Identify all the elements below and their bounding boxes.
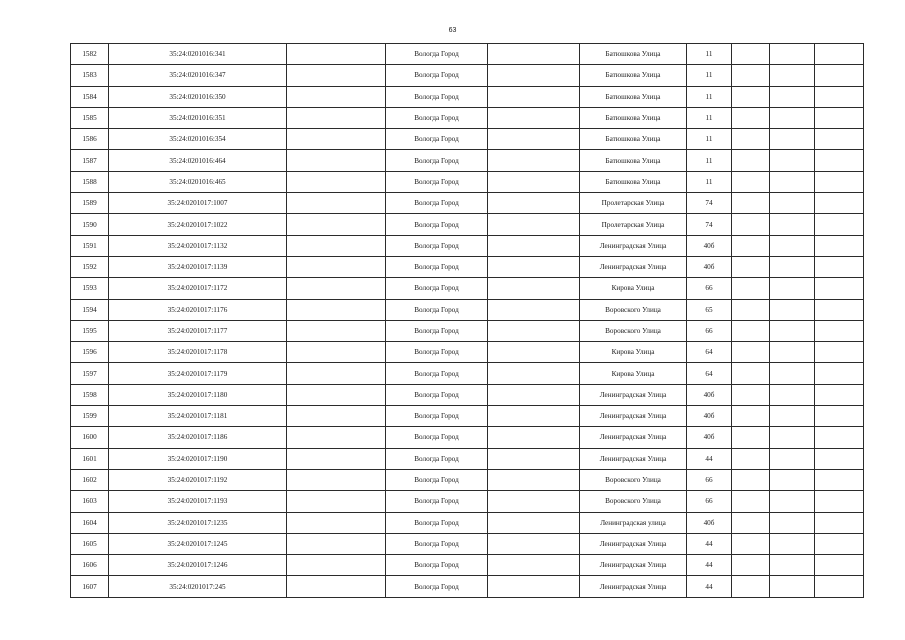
empty-cell <box>488 384 580 405</box>
row-number-cell: 1591 <box>71 235 109 256</box>
table-row <box>71 448 864 469</box>
house-number-cell: 64 <box>687 363 732 384</box>
empty-cell <box>770 235 815 256</box>
street-cell: Воровского Улица <box>580 491 687 512</box>
row-number-cell: 1603 <box>71 491 109 512</box>
cadastral-number-cell: 35:24:0201017:1179 <box>109 363 287 384</box>
empty-cell <box>770 193 815 214</box>
street-cell: Пролетарская Улица <box>580 193 687 214</box>
row-number-cell: 1589 <box>71 193 109 214</box>
empty-cell <box>488 278 580 299</box>
empty-cell <box>732 129 770 150</box>
empty-cell <box>770 107 815 128</box>
empty-cell <box>488 406 580 427</box>
street-cell: Ленинградская Улица <box>580 384 687 405</box>
street-cell: Ленинградская Улица <box>580 406 687 427</box>
empty-cell <box>770 342 815 363</box>
empty-cell <box>770 86 815 107</box>
empty-cell <box>488 107 580 128</box>
house-number-cell: 44 <box>687 555 732 576</box>
empty-cell <box>815 171 864 192</box>
table-row <box>71 150 864 171</box>
locality-cell: Вологда Город <box>386 363 488 384</box>
empty-cell <box>488 235 580 256</box>
cadastral-number-cell: 35:24:0201017:245 <box>109 576 287 597</box>
empty-cell <box>770 65 815 86</box>
table-row <box>71 278 864 299</box>
empty-cell <box>732 533 770 554</box>
empty-cell <box>488 129 580 150</box>
street-cell: Батюшкова Улица <box>580 171 687 192</box>
cadastral-number-cell: 35:24:0201017:1178 <box>109 342 287 363</box>
empty-cell <box>488 256 580 277</box>
empty-cell <box>488 299 580 320</box>
empty-cell <box>488 44 580 65</box>
empty-cell <box>770 44 815 65</box>
cadastral-number-cell: 35:24:0201017:1172 <box>109 278 287 299</box>
row-number-cell: 1592 <box>71 256 109 277</box>
locality-cell: Вологда Город <box>386 193 488 214</box>
table-row <box>71 256 864 277</box>
page-number: 63 <box>448 27 457 34</box>
table-row <box>71 469 864 490</box>
empty-cell <box>287 406 386 427</box>
table-row <box>71 299 864 320</box>
empty-cell <box>287 576 386 597</box>
empty-cell <box>287 448 386 469</box>
table-row <box>71 193 864 214</box>
street-cell: Ленинградская Улица <box>580 448 687 469</box>
row-number-cell: 1583 <box>71 65 109 86</box>
empty-cell <box>732 491 770 512</box>
house-number-cell: 11 <box>687 107 732 128</box>
table-row <box>71 129 864 150</box>
empty-cell <box>287 235 386 256</box>
cadastral-number-cell: 35:24:0201016:350 <box>109 86 287 107</box>
house-number-cell: 40б <box>687 406 732 427</box>
table-row <box>71 491 864 512</box>
locality-cell: Вологда Город <box>386 427 488 448</box>
empty-cell <box>732 278 770 299</box>
empty-cell <box>287 86 386 107</box>
empty-cell <box>488 214 580 235</box>
table-row <box>71 320 864 341</box>
empty-cell <box>815 299 864 320</box>
empty-cell <box>815 150 864 171</box>
table-row <box>71 512 864 533</box>
empty-cell <box>815 107 864 128</box>
street-cell: Ленинградская улица <box>580 512 687 533</box>
table-row <box>71 406 864 427</box>
street-cell: Батюшкова Улица <box>580 107 687 128</box>
empty-cell <box>815 278 864 299</box>
locality-cell: Вологда Город <box>386 171 488 192</box>
empty-cell <box>732 406 770 427</box>
empty-cell <box>287 469 386 490</box>
empty-cell <box>770 129 815 150</box>
empty-cell <box>815 235 864 256</box>
table-row <box>71 214 864 235</box>
empty-cell <box>770 214 815 235</box>
empty-cell <box>732 363 770 384</box>
empty-cell <box>488 65 580 86</box>
table-body <box>71 44 864 598</box>
empty-cell <box>287 214 386 235</box>
cadastral-number-cell: 35:24:0201017:1022 <box>109 214 287 235</box>
empty-cell <box>732 320 770 341</box>
row-number-cell: 1587 <box>71 150 109 171</box>
house-number-cell: 66 <box>687 278 732 299</box>
empty-cell <box>287 512 386 533</box>
empty-cell <box>770 278 815 299</box>
street-cell: Ленинградская Улица <box>580 235 687 256</box>
cadastral-number-cell: 35:24:0201017:1192 <box>109 469 287 490</box>
house-number-cell: 11 <box>687 44 732 65</box>
empty-cell <box>732 448 770 469</box>
cadastral-number-cell: 35:24:0201016:465 <box>109 171 287 192</box>
table-row <box>71 171 864 192</box>
row-number-cell: 1590 <box>71 214 109 235</box>
house-number-cell: 66 <box>687 320 732 341</box>
empty-cell <box>488 533 580 554</box>
empty-cell <box>287 491 386 512</box>
empty-cell <box>770 512 815 533</box>
cadastral-number-cell: 35:24:0201016:354 <box>109 129 287 150</box>
empty-cell <box>488 150 580 171</box>
empty-cell <box>287 555 386 576</box>
table-row <box>71 533 864 554</box>
empty-cell <box>770 491 815 512</box>
street-cell: Воровского Улица <box>580 469 687 490</box>
empty-cell <box>732 150 770 171</box>
empty-cell <box>732 235 770 256</box>
cadastral-number-cell: 35:24:0201017:1246 <box>109 555 287 576</box>
empty-cell <box>287 342 386 363</box>
locality-cell: Вологда Город <box>386 299 488 320</box>
empty-cell <box>287 384 386 405</box>
street-cell: Ленинградская Улица <box>580 533 687 554</box>
empty-cell <box>815 427 864 448</box>
empty-cell <box>732 342 770 363</box>
row-number-cell: 1594 <box>71 299 109 320</box>
house-number-cell: 44 <box>687 448 732 469</box>
locality-cell: Вологда Город <box>386 320 488 341</box>
empty-cell <box>815 469 864 490</box>
street-cell: Батюшкова Улица <box>580 65 687 86</box>
empty-cell <box>488 555 580 576</box>
empty-cell <box>488 448 580 469</box>
house-number-cell: 40б <box>687 427 732 448</box>
locality-cell: Вологда Город <box>386 278 488 299</box>
empty-cell <box>815 576 864 597</box>
empty-cell <box>815 555 864 576</box>
house-number-cell: 11 <box>687 129 732 150</box>
empty-cell <box>287 320 386 341</box>
empty-cell <box>770 448 815 469</box>
street-cell: Батюшкова Улица <box>580 86 687 107</box>
empty-cell <box>488 171 580 192</box>
cadastral-number-cell: 35:24:0201017:1186 <box>109 427 287 448</box>
empty-cell <box>732 256 770 277</box>
house-number-cell: 66 <box>687 469 732 490</box>
empty-cell <box>732 384 770 405</box>
empty-cell <box>287 299 386 320</box>
house-number-cell: 64 <box>687 342 732 363</box>
house-number-cell: 40б <box>687 235 732 256</box>
cadastral-number-cell: 35:24:0201017:1007 <box>109 193 287 214</box>
empty-cell <box>815 491 864 512</box>
empty-cell <box>732 469 770 490</box>
row-number-cell: 1596 <box>71 342 109 363</box>
house-number-cell: 11 <box>687 171 732 192</box>
empty-cell <box>488 86 580 107</box>
empty-cell <box>488 320 580 341</box>
row-number-cell: 1601 <box>71 448 109 469</box>
locality-cell: Вологда Город <box>386 150 488 171</box>
locality-cell: Вологда Город <box>386 342 488 363</box>
row-number-cell: 1582 <box>71 44 109 65</box>
table-row <box>71 235 864 256</box>
empty-cell <box>287 363 386 384</box>
locality-cell: Вологда Город <box>386 512 488 533</box>
row-number-cell: 1607 <box>71 576 109 597</box>
empty-cell <box>732 555 770 576</box>
empty-cell <box>815 512 864 533</box>
row-number-cell: 1605 <box>71 533 109 554</box>
row-number-cell: 1600 <box>71 427 109 448</box>
row-number-cell: 1604 <box>71 512 109 533</box>
locality-cell: Вологда Город <box>386 576 488 597</box>
empty-cell <box>815 86 864 107</box>
empty-cell <box>815 256 864 277</box>
cadastral-number-cell: 35:24:0201016:351 <box>109 107 287 128</box>
street-cell: Батюшкова Улица <box>580 150 687 171</box>
house-number-cell: 66 <box>687 491 732 512</box>
table-row <box>71 384 864 405</box>
street-cell: Кирова Улица <box>580 278 687 299</box>
empty-cell <box>770 150 815 171</box>
empty-cell <box>287 256 386 277</box>
row-number-cell: 1588 <box>71 171 109 192</box>
cadastral-number-cell: 35:24:0201017:1181 <box>109 406 287 427</box>
table-row <box>71 363 864 384</box>
locality-cell: Вологда Город <box>386 86 488 107</box>
empty-cell <box>770 363 815 384</box>
empty-cell <box>770 406 815 427</box>
locality-cell: Вологда Город <box>386 406 488 427</box>
locality-cell: Вологда Город <box>386 256 488 277</box>
empty-cell <box>732 299 770 320</box>
locality-cell: Вологда Город <box>386 235 488 256</box>
table-row <box>71 427 864 448</box>
cadastral-number-cell: 35:24:0201017:1139 <box>109 256 287 277</box>
table-row <box>71 44 864 65</box>
empty-cell <box>488 427 580 448</box>
row-number-cell: 1597 <box>71 363 109 384</box>
row-number-cell: 1598 <box>71 384 109 405</box>
table-row <box>71 86 864 107</box>
empty-cell <box>732 86 770 107</box>
house-number-cell: 74 <box>687 193 732 214</box>
row-number-cell: 1595 <box>71 320 109 341</box>
row-number-cell: 1602 <box>71 469 109 490</box>
empty-cell <box>815 406 864 427</box>
street-cell: Ленинградская Улица <box>580 256 687 277</box>
empty-cell <box>287 44 386 65</box>
table-row <box>71 576 864 597</box>
empty-cell <box>488 512 580 533</box>
empty-cell <box>732 576 770 597</box>
house-number-cell: 11 <box>687 65 732 86</box>
empty-cell <box>732 427 770 448</box>
table-row <box>71 342 864 363</box>
cadastral-number-cell: 35:24:0201017:1235 <box>109 512 287 533</box>
empty-cell <box>770 576 815 597</box>
cadastral-number-cell: 35:24:0201017:1176 <box>109 299 287 320</box>
empty-cell <box>488 193 580 214</box>
empty-cell <box>815 129 864 150</box>
house-number-cell: 74 <box>687 214 732 235</box>
locality-cell: Вологда Город <box>386 44 488 65</box>
locality-cell: Вологда Город <box>386 65 488 86</box>
house-number-cell: 11 <box>687 86 732 107</box>
street-cell: Ленинградская Улица <box>580 576 687 597</box>
street-cell: Батюшкова Улица <box>580 44 687 65</box>
empty-cell <box>815 363 864 384</box>
locality-cell: Вологда Город <box>386 214 488 235</box>
cadastral-number-cell: 35:24:0201017:1193 <box>109 491 287 512</box>
registry-table <box>70 43 864 598</box>
empty-cell <box>770 171 815 192</box>
street-cell: Кирова Улица <box>580 363 687 384</box>
empty-cell <box>488 576 580 597</box>
locality-cell: Вологда Город <box>386 107 488 128</box>
cadastral-number-cell: 35:24:0201017:1132 <box>109 235 287 256</box>
empty-cell <box>287 533 386 554</box>
empty-cell <box>732 512 770 533</box>
empty-cell <box>770 256 815 277</box>
empty-cell <box>770 320 815 341</box>
house-number-cell: 40б <box>687 256 732 277</box>
empty-cell <box>287 129 386 150</box>
empty-cell <box>815 533 864 554</box>
empty-cell <box>815 44 864 65</box>
empty-cell <box>770 469 815 490</box>
locality-cell: Вологда Город <box>386 384 488 405</box>
locality-cell: Вологда Город <box>386 448 488 469</box>
street-cell: Воровского Улица <box>580 299 687 320</box>
empty-cell <box>815 384 864 405</box>
empty-cell <box>815 65 864 86</box>
locality-cell: Вологда Город <box>386 491 488 512</box>
empty-cell <box>287 107 386 128</box>
row-number-cell: 1586 <box>71 129 109 150</box>
locality-cell: Вологда Город <box>386 555 488 576</box>
empty-cell <box>287 150 386 171</box>
empty-cell <box>488 469 580 490</box>
empty-cell <box>287 171 386 192</box>
empty-cell <box>732 171 770 192</box>
empty-cell <box>732 214 770 235</box>
house-number-cell: 40б <box>687 512 732 533</box>
cadastral-number-cell: 35:24:0201016:341 <box>109 44 287 65</box>
row-number-cell: 1593 <box>71 278 109 299</box>
house-number-cell: 44 <box>687 576 732 597</box>
empty-cell <box>732 44 770 65</box>
empty-cell <box>815 193 864 214</box>
cadastral-number-cell: 35:24:0201017:1190 <box>109 448 287 469</box>
street-cell: Ленинградская Улица <box>580 555 687 576</box>
cadastral-number-cell: 35:24:0201017:1177 <box>109 320 287 341</box>
empty-cell <box>815 448 864 469</box>
street-cell: Батюшкова Улица <box>580 129 687 150</box>
locality-cell: Вологда Город <box>386 533 488 554</box>
empty-cell <box>287 427 386 448</box>
row-number-cell: 1584 <box>71 86 109 107</box>
street-cell: Воровского Улица <box>580 320 687 341</box>
cadastral-number-cell: 35:24:0201016:347 <box>109 65 287 86</box>
table-row <box>71 555 864 576</box>
house-number-cell: 40б <box>687 384 732 405</box>
cadastral-number-cell: 35:24:0201017:1180 <box>109 384 287 405</box>
house-number-cell: 11 <box>687 150 732 171</box>
street-cell: Пролетарская Улица <box>580 214 687 235</box>
row-number-cell: 1585 <box>71 107 109 128</box>
empty-cell <box>287 193 386 214</box>
empty-cell <box>770 533 815 554</box>
empty-cell <box>488 363 580 384</box>
empty-cell <box>732 107 770 128</box>
empty-cell <box>287 65 386 86</box>
house-number-cell: 44 <box>687 533 732 554</box>
row-number-cell: 1606 <box>71 555 109 576</box>
empty-cell <box>770 427 815 448</box>
locality-cell: Вологда Город <box>386 129 488 150</box>
empty-cell <box>732 65 770 86</box>
empty-cell <box>770 299 815 320</box>
cadastral-number-cell: 35:24:0201017:1245 <box>109 533 287 554</box>
table-row <box>71 107 864 128</box>
empty-cell <box>488 342 580 363</box>
row-number-cell: 1599 <box>71 406 109 427</box>
empty-cell <box>732 193 770 214</box>
street-cell: Кирова Улица <box>580 342 687 363</box>
empty-cell <box>770 384 815 405</box>
cadastral-number-cell: 35:24:0201016:464 <box>109 150 287 171</box>
house-number-cell: 65 <box>687 299 732 320</box>
empty-cell <box>287 278 386 299</box>
empty-cell <box>815 214 864 235</box>
empty-cell <box>488 491 580 512</box>
locality-cell: Вологда Город <box>386 469 488 490</box>
empty-cell <box>770 555 815 576</box>
empty-cell <box>815 320 864 341</box>
empty-cell <box>815 342 864 363</box>
street-cell: Ленинградская Улица <box>580 427 687 448</box>
table-row <box>71 65 864 86</box>
